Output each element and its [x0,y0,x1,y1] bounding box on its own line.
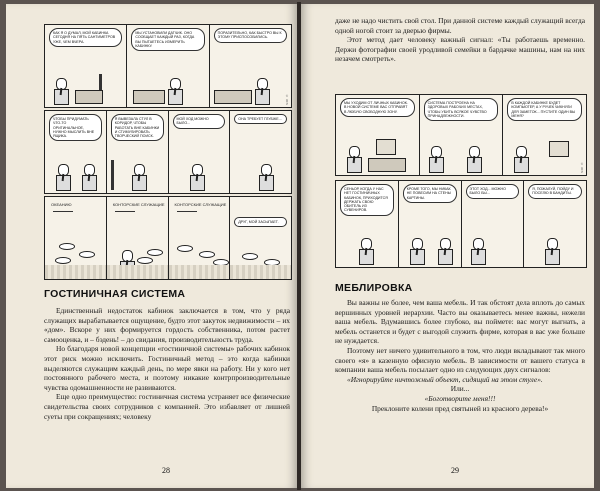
comic-strip-2 [44,110,292,194]
body-text [44,306,290,421]
section-heading: ГОСТИНИЧНАЯ СИСТЕМА [44,288,186,300]
paragraph: Еще одно преимущество: гостиничная система устраняет все физические свидетельства своих сотрудников с компанией. Это избавляет от лишней суеты при сокращениях; человеку [44,392,290,421]
speech-bubble: ДРУГ, МОЙ ЗАСЫПАЕТ. [234,217,287,227]
character-figure [55,164,71,190]
character-figure [470,238,486,264]
character-figure [466,146,482,172]
body-text-top [335,16,585,64]
comic-panel [462,181,525,267]
character-figure [131,164,147,190]
paragraph: Этот метод дает человеку важный сигнал: «Ты работаешь временно. Держи фотографии своей уродливой семейки в бардачке машины, нам на них незачем смотреть». [335,35,585,64]
character-figure [258,164,274,190]
caption-label: КОНТОРСКИЕ СЛУЖАЩИЕ [112,202,165,207]
character-figure [189,164,205,190]
character-figure [437,238,453,264]
comic-panel [45,25,127,107]
quote-line: «Игнорируйте ничтожный объект, сидящий на этом стуле». [347,374,543,384]
speech-bubble: СЕНЬОР, КОГДА У НАС НЕТ ГОСТИНИЧНЫХ КАБИНОК, ПРИХОДИТСЯ ДЕРЖАТЬ СВОЮ ОБИТЕЛЬ ИЗ СУВЕНИРОВ. [340,184,394,216]
page-number: 28 [162,466,170,475]
speech-bubble: СИСТЕМА ПОСТРОЕНА НА ЗДОРОВЫХ РАБОЧИХ МЕСТАХ, ЧТОБЫ УБИТЬ ВСЯКОЕ ЧУВСТВО ПРИНАДЛЕЖНОСТИ. [424,98,499,121]
speech-bubble: Я ВЫВЕЗАЛА СТУЛ В КОРИДОР, ЧТОБЫ РАБОТАТЬ ВНЕ КАБИНКИ И СТИМУЛИРОВАТЬ ТВОРЧЕСКИЙ ПОИСК. [111,114,164,141]
speech-bubble: КРОМЕ ТОГО, МЫ НИКАК НЕ ПОВЕСИМ НА СТЕНЫ КАРТИНЫ. [403,184,457,203]
speech-bubble: МЫ УХОДИМ ОТ ЛИЧНЫХ КАБИНОК. В НОВОЙ СИСТЕМЕ ВАС ОТПРАВЯТ В ЛЮБУЮ СВОБОДНУЮ ЗОНУ. [340,98,415,117]
speech-bubble: ПОРАЗИТЕЛЬНО, КАК БЫСТРО ВЫ К ЭТОМУ ПРИСПОСОБИЛИСЬ. [214,28,287,43]
page-number: 29 [451,466,459,475]
comic-panel [107,111,169,193]
speech-bubble: ЭТОТ ХОД... МОЖНО БЫЛО БЫ... [466,184,520,199]
comic-panel [336,181,399,267]
comic-panel [230,197,291,279]
comic-panel [107,197,169,279]
quote-line: Преклоните колени пред святыней из красного дерева!» [371,403,549,413]
character-figure [254,78,270,104]
comic-strip-5 [335,180,587,268]
character-figure [167,78,183,104]
speech-bubble: Я, ПОЖАЛУЙ, ПОЙДУ И ПОСЕЛЮ В БАНДИТЫ. [528,184,582,199]
paragraph: Единственный недостаток кабинок заключается в том, что у ряда служащих вырабатывается ощущение, будто этот закуток недвижимости – их «дом». Вскоре у них формируется гордость собственника, потом растет самооценка, и – бэдень! – до свидания, производительность труда. [44,306,290,344]
speech-bubble: ЧТОБЫ ПРИДУМАТЬ ЧТО-ТО ОРИГИНАЛЬНОЕ, НУЖНО МЫСЛИТЬ ВНЕ ЯЩИКА. [49,114,102,141]
caption-label: КОНТОРСКИЕ СЛУЖАЩИЕ [174,202,227,207]
character-figure [81,164,97,190]
character-figure [409,238,425,264]
right-page [301,4,594,488]
character-figure [358,238,374,264]
speech-bubble: ОНА ТРЕБУЕТ ГЛУБЖЕ... [234,114,287,124]
speech-bubble: КАК Я О ДУМАЛ, МОЙ КАБИНКА СЕГОДНЯ НА ПЯТЬ САНТИМЕТРОВ УЖЕ, ЧЕМ ВЧЕРА. [49,28,122,47]
comic-panel [399,181,462,267]
body-text [335,298,585,413]
paragraph: даже не надо чистить свой стол. При данной системе каждый служащий всегда одной ногой стоит за дверью фирмы. [335,16,585,35]
comic-strip-4 [335,94,587,176]
paragraph: Но благодаря новой концепции «гостиничной системы» рабочих кабинок этот риск можно исключить. Гостиничный метод – это когда кабинки выделяются служащим каждый день, по мере явки на работу. Ни у кого нет постоянного рабочего места, и поэтому никакие контрпроизводительные чувства одомашненности не развиваются. [44,344,290,392]
or-line: Или... [450,384,470,394]
comic-panel [420,95,504,175]
speech-bubble: МЫ УСТАНОВИЛИ ДАТЧИК. ОНО СООБЩАЕТ КАЖДЫЙ РАЗ, КОГДА ВЫ ПЫТАЕТЕСЬ ИЗМЕРИТЬ КАБИНКУ. [131,28,204,51]
paragraph: Вы важны не более, чем ваша мебель. И так обстоят дела вплоть до самых вершинных уровней иерархии. Часто вы оказываетесь менее важны, нежели ваша мебель. Вдумавшись более глубоко, вы поймете: вас могут выгнать, а мебель останется и будет с выгодой служить фирме, которая в вас уже больше не нуждается. [335,298,585,346]
comic-panel [127,25,209,107]
paragraph: Поэтому нет ничего удивительного в том, что люди вкладывают так много своего «я» в казенную офисную мебель. В зависимости от вашего статуса в компании ваша мебель посылает одно из следующих двух сигналов: [335,345,585,375]
character-figure [53,78,69,104]
comic-panel [524,181,586,267]
speech-bubble: МОЙ ХОД МОЖНО БЫЛО... [173,114,226,129]
character-figure [513,146,529,172]
comic-panel [45,111,107,193]
speech-bubble: В КАЖДОЙ КАБИНКЕ БУДЕТ КОМПЬЮТЕР, А У РУЧЕК ЧИКНУЛИ ДЛЯ ЗАМЕТОК... ПУСТИТЕ ОДИН ВЫ МЕНЯ? [507,98,582,121]
character-figure [346,146,362,172]
character-figure [544,238,560,264]
left-page [6,4,297,488]
comic-panel [336,95,420,175]
character-figure [428,146,444,172]
comic-strip-3 [44,196,292,280]
comic-panel [230,111,291,193]
comic-panel [169,111,231,193]
quote-line: «Боготворите меня!!! [424,393,496,403]
caption-label: ОКЕАНИЮ [51,202,72,207]
comic-panel: В КАЖДОЙ КАБИНКЕ БУДЕТ КОМПЬЮТЕР, А У РУЧЕК ЧИКНУЛИ ДЛЯ ЗАМЕТОК... ПУСТИТЕ ОДИН ВЫ МЕНЯ? © UFS [503,95,586,175]
section-heading: МЕБЛИРОВКА [335,282,413,294]
comic-panel [169,197,231,279]
comic-strip-1 [44,24,292,108]
comic-panel: ПОРАЗИТЕЛЬНО, КАК БЫСТРО ВЫ К ЭТОМУ ПРИСПОСОБИЛИСЬ. © UFS [210,25,291,107]
comic-panel [45,197,107,279]
